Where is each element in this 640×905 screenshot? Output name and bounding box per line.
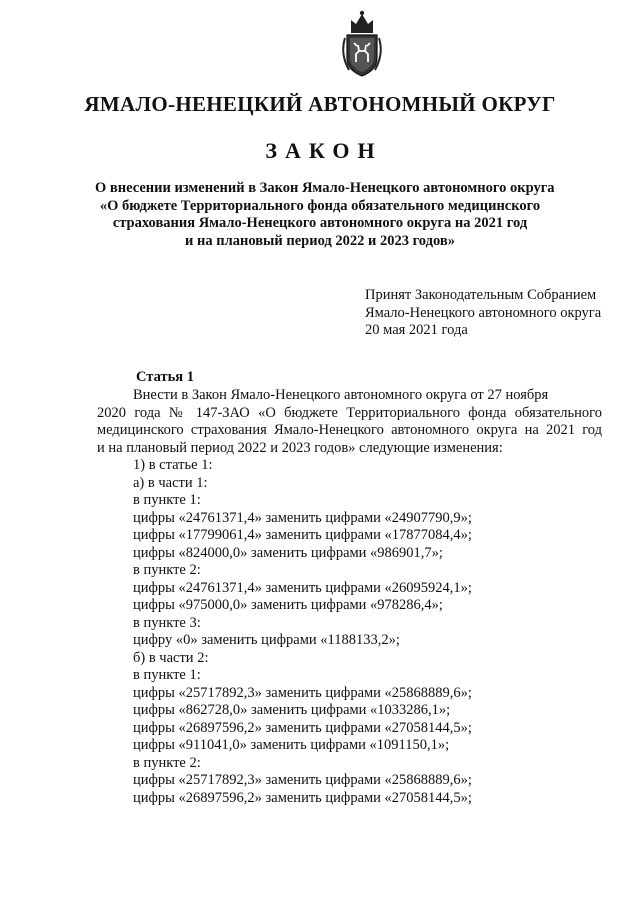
list-item: цифры «824000,0» заменить цифрами «986901,7»;	[133, 544, 443, 561]
adoption-line: Ямало-Ненецкого автономного округа	[365, 304, 602, 321]
list-item: в пункте 2:	[133, 754, 201, 771]
list-item: в пункте 1:	[133, 667, 201, 683]
list-item: а) в части 1:	[133, 474, 208, 491]
article-intro-line: Внести в Закон Ямало-Ненецкого автономного округа от 27 ноября	[133, 387, 549, 403]
list-item: в пункте 3:	[133, 614, 201, 631]
list-item: цифры «26897596,2» заменить цифрами «27058144,5»;	[133, 789, 472, 806]
adoption-line: Принят Законодательным Собранием	[365, 287, 597, 303]
list-item: цифры «25717892,3» заменить цифрами «25868889,6»;	[133, 684, 472, 701]
list-item: цифры «25717892,3» заменить цифрами «25868889,6»;	[133, 772, 472, 788]
region-heading: ЯМАЛО-НЕНЕЦКИЙ АВТОНОМНЫЙ ОКРУГ	[84, 92, 556, 116]
article-intro-line: медицинского страхования Ямало-Ненецкого автономного округа на 2021 год	[97, 422, 602, 438]
list-item: цифры «975000,0» заменить цифрами «978286,4»;	[133, 597, 443, 613]
article-intro-line: и на плановый период 2022 и 2023 годов» следующие изменения:	[97, 439, 503, 456]
article-heading: Статья 1	[136, 369, 194, 385]
list-item: цифру «0» заменить цифрами «1188133,2»;	[133, 632, 400, 648]
law-title-line: «О бюджете Территориального фонда обязательного медицинского	[99, 197, 541, 214]
list-item: цифры «862728,0» заменить цифрами «1033286,1»;	[133, 702, 451, 718]
list-item: 1) в статье 1:	[133, 457, 213, 473]
law-title-line: О внесении изменений в Закон Ямало-Ненецкого автономного округа	[95, 180, 555, 196]
list-item: в пункте 1:	[133, 492, 201, 508]
list-item: цифры «911041,0» заменить цифрами «1091150,1»;	[133, 737, 450, 753]
list-item: б) в части 2:	[133, 649, 209, 666]
coat-of-arms-icon	[337, 8, 387, 80]
list-item: цифры «17799061,4» заменить цифрами «17877084,4»;	[133, 527, 472, 543]
document-type-heading: ЗАКОН	[265, 138, 383, 163]
law-title	[95, 180, 555, 250]
adoption-note	[365, 287, 625, 340]
law-title-line: страхования Ямало-Ненецкого автономного округа на 2021 год	[112, 215, 528, 231]
list-item: цифры «26897596,2» заменить цифрами «27058144,5»;	[133, 719, 472, 736]
adoption-date: 20 мая 2021 года	[365, 322, 468, 338]
list-item: в пункте 2:	[133, 562, 201, 578]
list-item: цифры «24761371,4» заменить цифрами «24907790,9»;	[133, 509, 472, 526]
list-item: цифры «24761371,4» заменить цифрами «26095924,1»;	[133, 579, 472, 596]
law-title-line: и на плановый период 2022 и 2023 годов»	[185, 232, 455, 249]
article-intro-line: 2020 года № 147-ЗАО «О бюджете Территориального фонда обязательного	[97, 404, 602, 421]
article-body	[97, 387, 602, 807]
